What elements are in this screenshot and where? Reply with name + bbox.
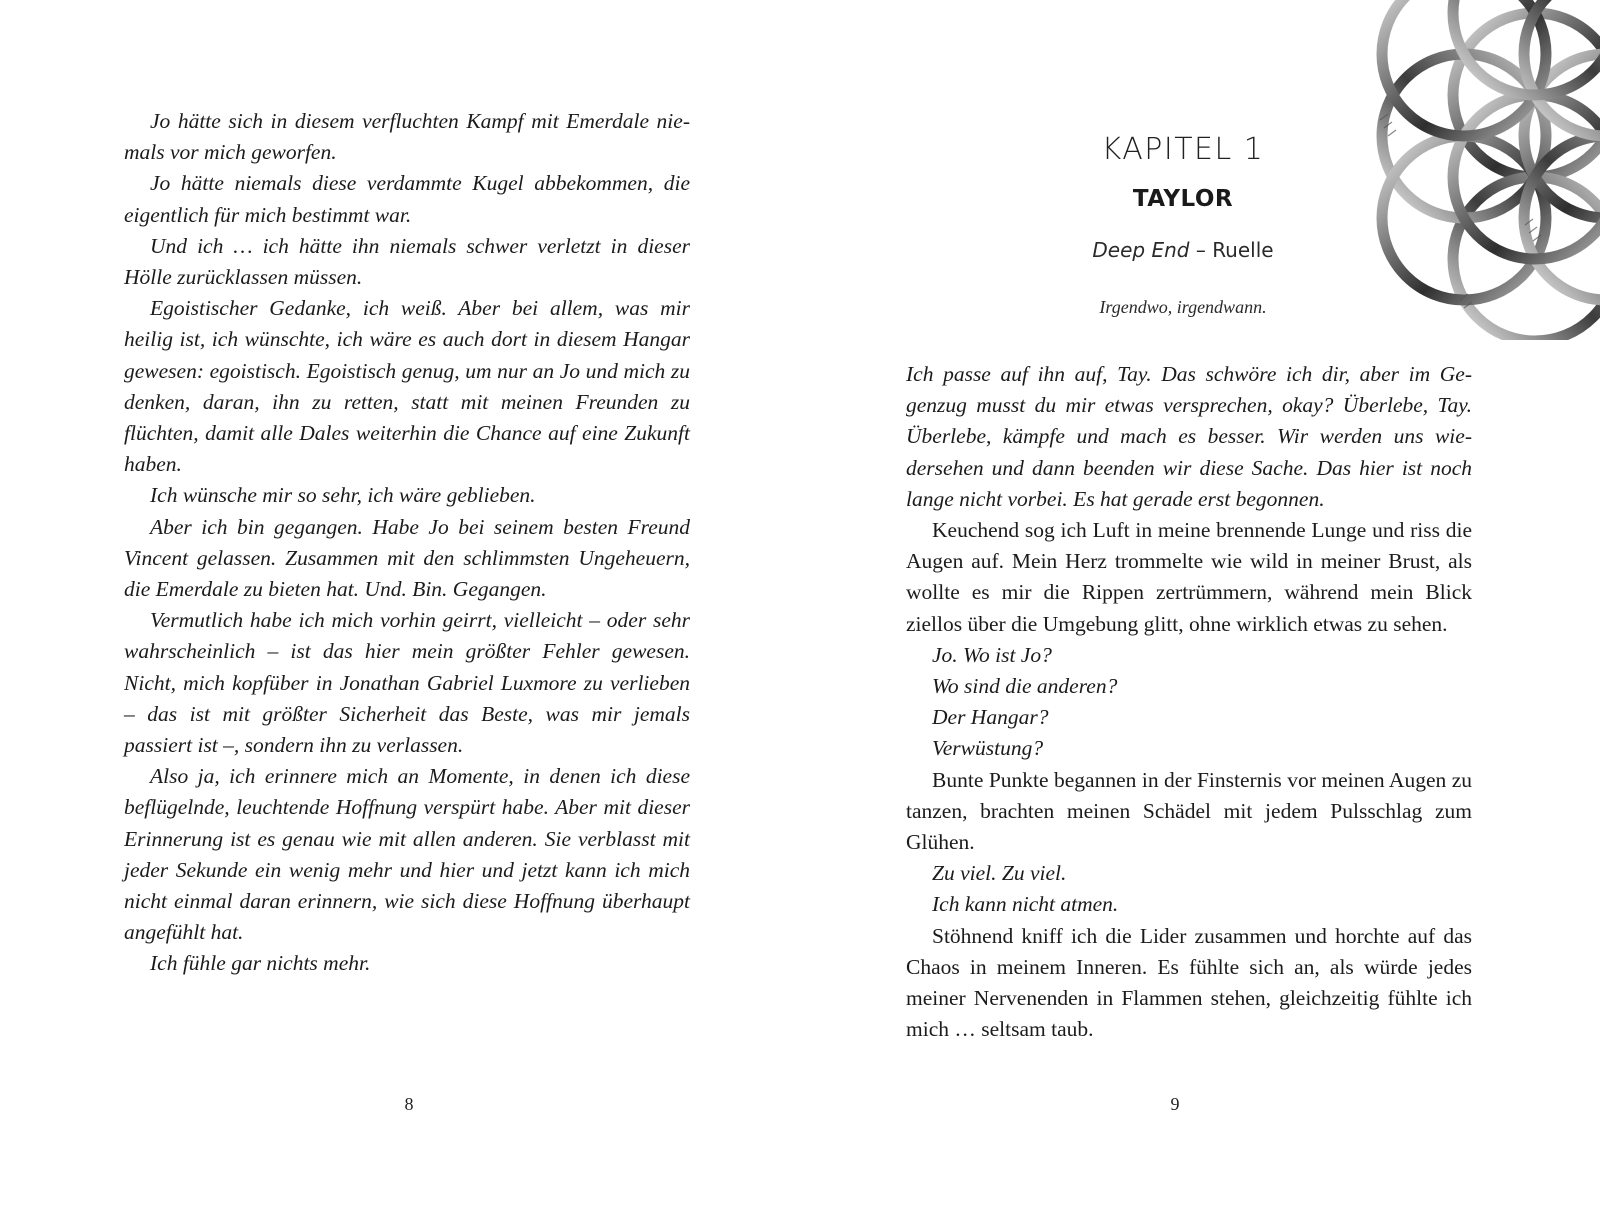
paragraph: Vermutlich habe ich mich vorhin geirrt, vielleicht – oder sehr wahrscheinlich – ist das hier mein größter Fehler gewesen. Nicht, mich kopfüber in Jonathan Gabriel Luxmore zu verlieben – das ist mit größter Sicherheit das Beste, was mir jemals passiert ist –, sondern ihn zu verlassen. <box>124 608 690 758</box>
chapter-location: Irgendwo, irgendwann. <box>1099 297 1267 317</box>
song-title: Deep End <box>1092 238 1190 262</box>
song-artist: Ruelle <box>1212 238 1274 262</box>
paragraph: Ich kann nicht atmen. <box>932 892 1119 917</box>
page-number: 8 <box>404 1094 414 1114</box>
paragraph: Und ich … ich hätte ihn niemals schwer verletzt in dieser Hölle zurücklassen müssen. <box>124 233 690 290</box>
paragraph: Jo. Wo ist Jo? <box>932 642 1052 667</box>
paragraph: Bunte Punkte begannen in der Finsternis vor meinen Augen zu tanzen, brachten meinen Schädel mit jedem Pulsschlag zum Glühen. <box>906 767 1472 855</box>
left-page-text <box>124 106 690 980</box>
song-separator: – <box>1189 238 1213 262</box>
right-page <box>800 0 1600 1215</box>
paragraph: Egoistischer Gedanke, ich weiß. Aber bei allem, was mir heilig ist, ich wünschte, ich wäre es auch dort in diesem Hangar gewesen: egoistisch. Egoistisch genug, um nur an Jo und mich zu denken, daran, ihn zu retten, statt mit meinen Freunden zu flüchten, damit alle Dales weiterhin die Chance auf eine Zukunft haben. <box>124 296 690 477</box>
paragraph: Aber ich bin gegangen. Habe Jo bei seinem besten Freund Vincent gelassen. Zusammen mit den schlimmsten Ungeheuern, die Emerdale zu bieten hat. Und. Bin. Gegangen. <box>124 514 690 602</box>
paragraph: Ich wünsche mir so sehr, ich wäre geblieben. <box>150 483 536 508</box>
paragraph: Wo sind die anderen? <box>932 674 1118 699</box>
page-number: 9 <box>1170 1094 1180 1114</box>
chapter-name: TAYLOR <box>1132 186 1234 212</box>
chapter-song <box>800 238 1566 262</box>
paragraph: Verwüstung? <box>932 736 1044 761</box>
paragraph: Der Hangar? <box>932 705 1049 730</box>
paragraph: Ich fühle gar nichts mehr. <box>150 951 371 976</box>
paragraph: Also ja, ich erinnere mich an Momente, in denen ich diese beflügelnde, leuchtende Hoffnung verspürt habe. Aber mit dieser Erinnerung ist es genau wie mit allen anderen. Sie verblasst mit jeder Sekunde ein wenig mehr und hier und jetzt kann ich mich nicht einmal daran erinnern, wie sich diese Hoffnung überhaupt angefühlt hat. <box>124 764 690 945</box>
flower-of-life-ornament-icon <box>1310 0 1600 340</box>
opening-paragraph: Ich passe auf ihn auf, Tay. Das schwöre ich dir, aber im Gegenzug musst du mir etwas versprechen, okay? Überlebe, Tay. Überlebe, kämpfe und mach es besser. Wir werden uns wiedersehen und dann beenden wir diese Sache. Das hier ist noch lange nicht vorbei. Es hat gerade erst begonnen. <box>906 362 1472 511</box>
paragraph: Stöhnend kniff ich die Lider zusammen und horchte auf das Chaos in meinem Inneren. Es fühlte sich an, als würde jedes meiner Nervenenden in Flammen stehen, gleichzeitig fühlte ich mich … seltsam taub. <box>906 923 1472 1042</box>
paragraph: Jo hätte sich in diesem verfluchten Kampf mit Emerdale niemals vor mich geworfen. <box>124 109 690 165</box>
chapter-number: KAPITEL 1 <box>1101 132 1265 167</box>
paragraph: Zu viel. Zu viel. <box>932 861 1067 886</box>
right-page-text <box>906 359 1472 1045</box>
paragraph: Jo hätte niemals diese verdammte Kugel abbekommen, die eigentlich für mich bestimmt war. <box>124 171 690 227</box>
paragraph: Keuchend sog ich Luft in meine brennende Lunge und riss die Augen auf. Mein Herz trommelte wie wild in meiner Brust, als wollte es mir die Rippen zertrümmern, während mein Blick ziellos über die Umgebung glitt, ohne wirklich etwas zu sehen. <box>906 518 1472 636</box>
